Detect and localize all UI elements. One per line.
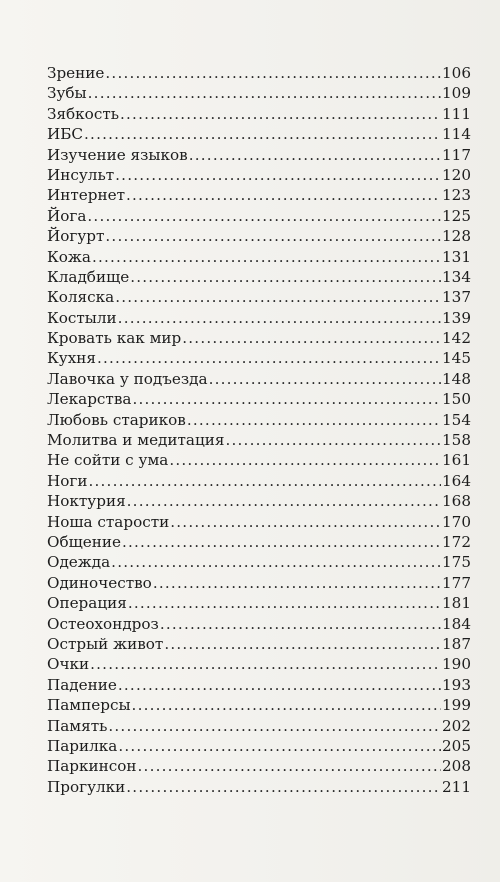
toc-entry-page-number: 202 [442, 716, 471, 735]
toc-entry [47, 778, 471, 798]
toc-entry-page-number: 142 [442, 329, 471, 348]
toc-entry [47, 309, 471, 329]
toc-entry-page-number: 177 [442, 573, 471, 592]
toc-entry-page-number: 148 [442, 369, 471, 388]
toc-entry-page-number: 190 [442, 655, 471, 674]
toc-entry [47, 125, 471, 145]
toc-entry-title: Изучение языков [47, 145, 188, 164]
toc-entry [47, 370, 471, 390]
toc-entry [47, 737, 471, 757]
toc-entry-page-number: 181 [442, 594, 471, 613]
toc-entry [47, 676, 471, 696]
toc-dot-leader [105, 227, 441, 245]
toc-entry-title: Кладбище [47, 267, 130, 286]
toc-dot-leader [108, 717, 441, 735]
toc-entry [47, 594, 471, 614]
toc-dot-leader [88, 472, 441, 490]
toc-entry [47, 207, 471, 227]
toc-entry-title: ИБС [47, 125, 84, 144]
toc-entry-page-number: 117 [442, 145, 471, 164]
toc-entry-title: Лекарства [47, 390, 132, 409]
toc-entry-title: Интернет [47, 186, 125, 205]
toc-entry-title: Йога [47, 206, 87, 225]
toc-entry-title: Одежда [47, 553, 111, 572]
toc-entry-title: Инсульт [47, 165, 115, 184]
toc-entry-page-number: 111 [442, 104, 471, 123]
toc-entry-title: Костыли [47, 308, 117, 327]
toc-entry-page-number: 161 [442, 451, 471, 470]
toc-entry [47, 553, 471, 573]
toc-entry [47, 717, 471, 737]
toc-dot-leader [127, 492, 441, 510]
toc-entry-page-number: 131 [442, 247, 471, 266]
toc-dot-leader [115, 288, 441, 306]
toc-dot-leader [118, 309, 441, 327]
toc-entry-title: Любовь стариков [47, 410, 186, 429]
toc-dot-leader [92, 248, 441, 266]
toc-entry-page-number: 106 [442, 64, 471, 82]
toc-entry-title: Операция [47, 594, 127, 613]
toc-entry-title: Прогулки [47, 777, 126, 796]
table-of-contents [47, 64, 471, 798]
toc-entry-page-number: 208 [442, 757, 471, 776]
toc-entry [47, 390, 471, 410]
toc-entry [47, 146, 471, 166]
toc-entry-title: Падение [47, 675, 117, 694]
toc-entry [47, 329, 471, 349]
toc-dot-leader [126, 778, 441, 796]
toc-entry [47, 615, 471, 635]
toc-dot-leader [90, 655, 441, 673]
toc-entry-page-number: 154 [442, 410, 471, 429]
toc-entry-title: Кровать как мир [47, 329, 182, 348]
toc-dot-leader [87, 207, 441, 225]
toc-dot-leader [209, 370, 441, 388]
toc-entry [47, 492, 471, 512]
toc-entry-page-number: 170 [442, 512, 471, 531]
toc-entry [47, 451, 471, 471]
toc-entry-page-number: 187 [442, 634, 471, 653]
toc-entry [47, 574, 471, 594]
toc-entry-page-number: 137 [442, 288, 471, 307]
toc-dot-leader [160, 615, 441, 633]
toc-entry-title: Зябкость [47, 104, 119, 123]
toc-entry-page-number: 134 [442, 267, 471, 286]
toc-dot-leader [84, 125, 441, 143]
toc-entry-title: Ноктурия [47, 492, 126, 511]
toc-entry [47, 696, 471, 716]
toc-entry-page-number: 114 [442, 125, 471, 144]
toc-dot-leader [187, 411, 441, 429]
toc-entry-page-number: 150 [442, 390, 471, 409]
toc-entry-page-number: 158 [442, 431, 471, 450]
toc-dot-leader [128, 594, 441, 612]
toc-entry-title: Остеохондроз [47, 614, 159, 633]
toc-dot-leader [126, 186, 441, 204]
toc-entry [47, 431, 471, 451]
toc-entry-title: Зрение [47, 64, 105, 82]
toc-dot-leader [138, 757, 441, 775]
toc-entry-title: Острый живот [47, 634, 164, 653]
toc-entry-title: Парилка [47, 736, 118, 755]
toc-entry [47, 248, 471, 268]
toc-entry-title: Общение [47, 532, 121, 551]
toc-dot-leader [97, 349, 441, 367]
toc-entry-page-number: 128 [442, 227, 471, 246]
toc-entry-title: Память [47, 716, 108, 735]
toc-entry-title: Коляска [47, 288, 115, 307]
toc-entry-page-number: 123 [442, 186, 471, 205]
toc-dot-leader [132, 696, 441, 714]
toc-dot-leader [153, 574, 441, 592]
toc-entry [47, 84, 471, 104]
toc-dot-leader [130, 268, 441, 286]
toc-entry [47, 349, 471, 369]
toc-entry [47, 288, 471, 308]
toc-entry [47, 757, 471, 777]
toc-entry [47, 64, 471, 84]
toc-entry [47, 227, 471, 247]
toc-entry-page-number: 184 [442, 614, 471, 633]
toc-dot-leader [189, 146, 441, 164]
toc-dot-leader [132, 390, 441, 408]
toc-entry-title: Йогурт [47, 227, 105, 246]
toc-entry [47, 472, 471, 492]
toc-entry-page-number: 164 [442, 471, 471, 490]
toc-entry-page-number: 120 [442, 165, 471, 184]
toc-entry [47, 186, 471, 206]
toc-entry-title: Паркинсон [47, 757, 137, 776]
toc-entry [47, 513, 471, 533]
toc-entry [47, 635, 471, 655]
toc-entry-page-number: 199 [442, 696, 471, 715]
toc-entry-title: Кухня [47, 349, 96, 368]
toc-entry-title: Кожа [47, 247, 91, 266]
toc-entry-page-number: 211 [442, 777, 471, 796]
toc-dot-leader [122, 533, 441, 551]
toc-dot-leader [88, 84, 441, 102]
toc-entry-title: Зубы [47, 84, 87, 103]
toc-dot-leader [164, 635, 441, 653]
toc-entry [47, 533, 471, 553]
toc-entry-page-number: 168 [442, 492, 471, 511]
toc-dot-leader [118, 737, 441, 755]
toc-dot-leader [105, 64, 441, 82]
toc-dot-leader [169, 451, 441, 469]
toc-entry-page-number: 125 [442, 206, 471, 225]
toc-entry-title: Очки [47, 655, 90, 674]
toc-entry-title: Лавочка у подъезда [47, 369, 208, 388]
toc-dot-leader [170, 513, 441, 531]
toc-entry-title: Молитва и медитация [47, 431, 225, 450]
toc-entry-page-number: 172 [442, 532, 471, 551]
toc-dot-leader [118, 676, 441, 694]
toc-entry [47, 655, 471, 675]
toc-entry-title: Одиночество [47, 573, 152, 592]
toc-entry-page-number: 193 [442, 675, 471, 694]
toc-dot-leader [115, 166, 441, 184]
toc-entry [47, 166, 471, 186]
toc-entry [47, 268, 471, 288]
toc-entry-title: Ноша старости [47, 512, 170, 531]
toc-entry-title: Памперсы [47, 696, 131, 715]
toc-entry-title: Не сойти с ума [47, 451, 169, 470]
toc-entry-page-number: 205 [442, 736, 471, 755]
toc-dot-leader [182, 329, 441, 347]
toc-dot-leader [111, 553, 441, 571]
toc-entry [47, 411, 471, 431]
toc-entry [47, 105, 471, 125]
toc-entry-page-number: 175 [442, 553, 471, 572]
toc-entry-page-number: 145 [442, 349, 471, 368]
toc-entry-title: Ноги [47, 471, 88, 490]
toc-dot-leader [225, 431, 441, 449]
toc-entry-page-number: 139 [442, 308, 471, 327]
toc-entry-page-number: 109 [442, 84, 471, 103]
toc-dot-leader [120, 105, 441, 123]
